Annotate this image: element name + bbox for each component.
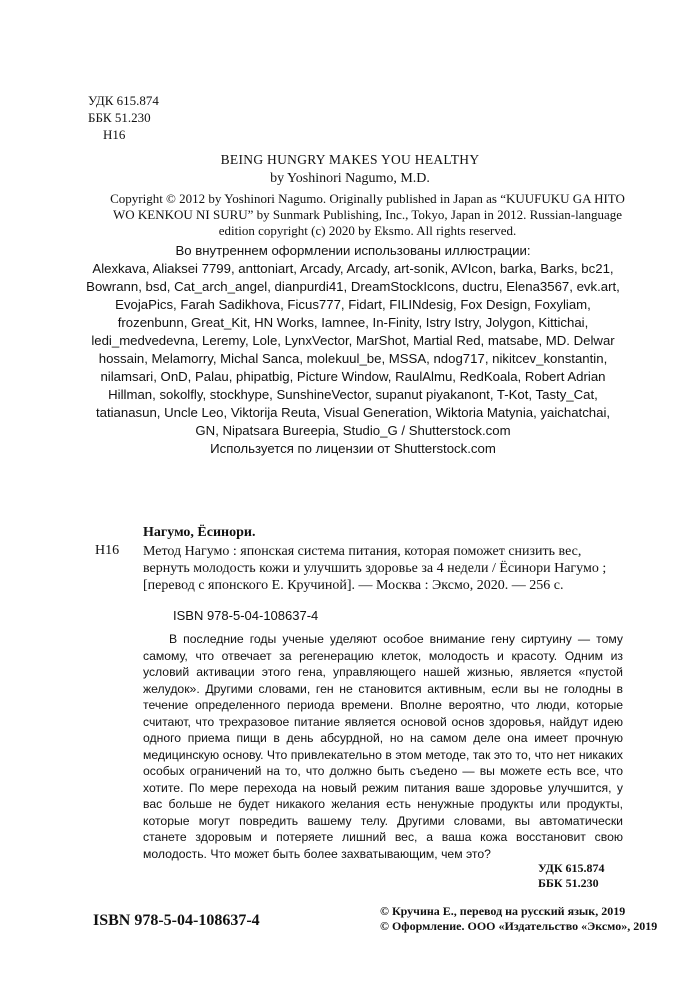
illustration-credits bbox=[83, 242, 623, 458]
udk-code: УДК 615.874 bbox=[88, 93, 159, 108]
original-title: BEING HUNGRY MAKES YOU HEALTHY bbox=[220, 152, 480, 167]
annotation-codes bbox=[538, 861, 605, 891]
footer-copyrights bbox=[380, 904, 657, 934]
annotation bbox=[143, 631, 623, 862]
license-line: Используется по лицензии от Shutterstock.com bbox=[210, 441, 496, 456]
footer-isbn: ISBN 978-5-04-108637-4 bbox=[93, 912, 260, 929]
bbk-code: ББК 51.230 bbox=[88, 110, 151, 125]
illustrations-list: Alexkava, Aliaksei 7799, anttoniart, Arcady, Arcady, art-sonik, AVIcon, barka, Barks, bc21, Bowrann, bsd, Cat_arch_angel, dianpurdi41, DreamStockIcons, ductru, Elena3567, evk.art, EvojaPics, Farah Sadikhova, Ficus777, Fidart, FILINdesig, Fox Design, Foxyliam, frozenbunn, Great_Kit, HN Works, Iamnee, In-Finity, Istry Istry, Jolygon, Kittichai, ledi_medvedevna, Leremy, Lole, LynxVector, MarShot, Martial Red, matsabe, MD. Delwar hossain, Melamorry, Michal Sanca, molekuul_be, MSSA, ndog717, nikitcev_konstantin, nilamsari, OnD, Palau, phipatbig, Picture Window, RaulAlmu, RedKoala, Robert Adrian Hillman, sokolfly, stockhype, SunshineVector, supanut piyakanont, T-Kot, Tasty_Cat, tatianasun, Uncle Leo, Viktorija Reuta, Visual Generation, Wiktoria Matynia, yaichatchai, GN, Nipatsara Bureepia, Studio_G / Shutterstock.com bbox=[86, 261, 620, 438]
catalog-code: Н16 bbox=[95, 543, 120, 558]
original-author: by Yoshinori Nagumo, M.D. bbox=[270, 171, 430, 186]
catalog-description: Метод Нагумо : японская система питания, которая поможет снизить вес, вернуть молодость кожи и улучшить здоровье за 4 недели / Ёсинори Нагумо ; [перевод с японского Е. Кручиной]. — Москва : Эксмо, 2020. — 256 с. bbox=[143, 544, 607, 593]
translation-copyright: © Кручина Е., перевод на русский язык, 2019 bbox=[380, 904, 626, 918]
annotation-udk: УДК 615.874 bbox=[538, 861, 605, 875]
copyright-notice: Copyright © 2012 by Yoshinori Nagumo. Originally published in Japan as “KUUFUKU GA HITO WO KENKOU NI SURU” by Sunmark Publishing, Inc., Tokyo, Japan in 2012. Russian-language edition copyright (c) 2020 by Eksmo. All rights reserved. bbox=[110, 191, 625, 238]
illustrations-intro: Во внутреннем оформлении использованы иллюстрации: bbox=[175, 243, 531, 258]
catalog-isbn: ISBN 978-5-04-108637-4 bbox=[173, 608, 319, 623]
catalog-author: Нагумо, Ёсинори. bbox=[143, 525, 256, 540]
design-copyright: © Оформление. ООО «Издательство «Эксмо», 2019 bbox=[380, 919, 658, 933]
annotation-text: В последние годы ученые уделяют особое внимание гену сиртуину — тому самому, что отвечает за регенерацию клеток, молодость и красоту. Одним из условий активации этого гена, управляющего нашей жизнью, является «пустой желудок». Другими словами, ген не становится активным, если вы не голодны в течение определенного периода времени. Вполне вероятно, что люди, которые считают, что трехразовое питание является основой основ здоровья, найдут идею одного приема пищи в день абсурдной, но на самом деле она имеет прочную медицинскую основу. Что привлекательно в этом методе, так это то, что нет никаких особых ограничений на то, что должно быть съедено — вы можете есть все, что хотите. По мере перехода на новый режим питания ваше здоровье улучшится, у вас больше не будет никакого желания есть ненужные продукты или продукты, которые могут повредить вашему телу. Другими словами, вы автоматически станете здоровым и потеряете лишний вес, а ваша кожа восстановит свою молодость. Что может быть более захватывающим, чем это? bbox=[143, 632, 623, 861]
classification-codes bbox=[88, 92, 159, 143]
annotation-bbk: ББК 51.230 bbox=[538, 876, 599, 890]
author-mark: Н16 bbox=[103, 127, 126, 142]
